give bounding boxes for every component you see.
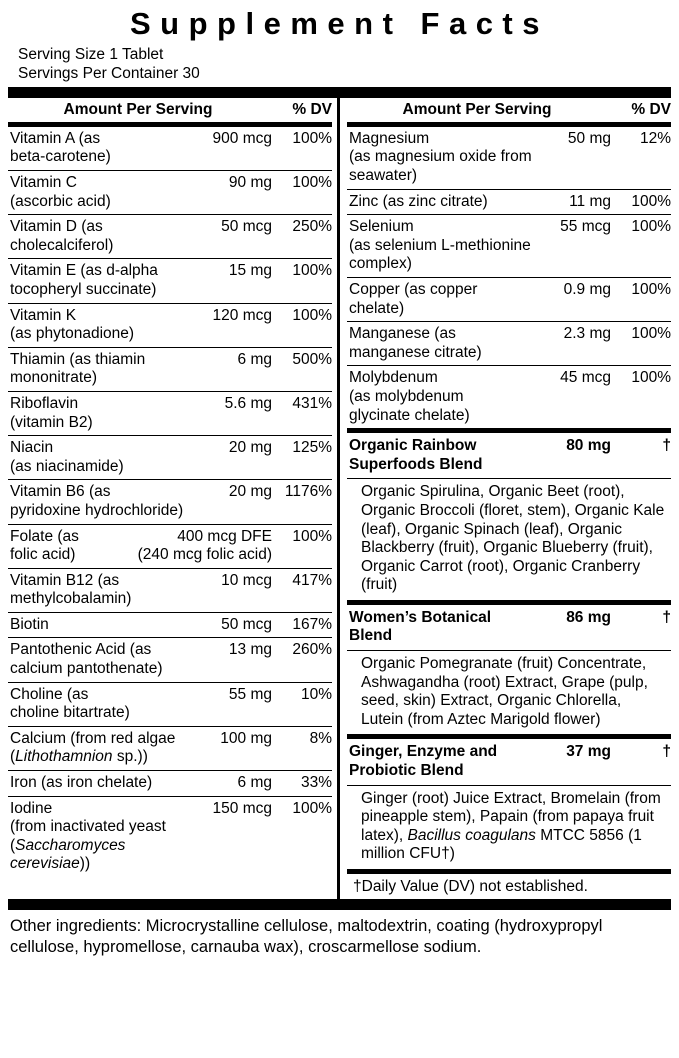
table-row [8,524,332,568]
other-ingredients: Other ingredients: Microcrystalline cellulose, maltodextrin, coating (hydroxypropyl cellulose, hypromellose, carnauba wax), croscarmellose sodium. [10,917,603,956]
nutrient-amount: 150 mcg [212,799,272,817]
nutrient-name-line1: Iron (as iron chelate) [10,774,153,792]
nutrient-dv: 100% [292,799,332,817]
nutrient-name-line2: pyridoxine hydrochloride) [10,501,184,519]
nutrient-name-line2: folic acid) [10,546,76,564]
nutrient-name-line1: Vitamin K [10,306,77,324]
nutrient-name [10,800,213,874]
nutrient-name-line1: Folate (as [10,527,79,545]
left-column-header [8,98,332,122]
nutrient-name-line1: Iodine [10,799,53,817]
nutrient-dv: 100% [292,174,332,191]
nutrient-name-line2: manganese citrate) [349,343,482,361]
nutrient-amount: 2.3 mg [563,325,611,343]
nutrient-amount: 100 mg [220,729,272,747]
nutrient-name-line2: choline bitartrate) [10,704,130,722]
table-row [8,258,332,302]
nutrient-name [10,307,213,344]
nutrient-name-line1: Molybdenum [349,369,438,387]
table-row [347,189,671,215]
nutrient-name [10,395,225,432]
nutrient-name-line1: Niacin [10,439,54,457]
nutrient-name [10,686,229,723]
nutrient-dv: 12% [639,129,671,147]
left-amount-header: Amount Per Serving [63,100,213,118]
nutrient-amount-line1: 400 mcg DFE [177,527,272,545]
nutrient-name [10,572,221,609]
nutrient-name [10,730,220,767]
table-row [8,347,332,391]
nutrient-dv: 10% [300,685,332,703]
table-row [8,612,332,638]
footnote: †Daily Value (DV) not established. [353,878,588,895]
nutrient-amount: 55 mcg [560,218,611,236]
nutrient-name-line1: Vitamin C [10,174,77,191]
nutrient-dv: 100% [631,325,671,343]
divider-thick-top [8,87,671,98]
nutrient-dv: 8% [309,729,332,747]
page-title: Supplement Facts [130,6,549,41]
left-dv-header: % DV [292,100,332,118]
serving-size: Serving Size 1 Tablet [18,46,164,63]
blend-name-line2: Probiotic Blend [349,762,464,780]
nutrient-amount: 50 mcg [221,218,272,236]
nutrient-name-line2: chelate) [349,299,405,317]
nutrient-name [10,130,213,167]
nutrient-amount: 55 mg [228,685,272,703]
table-row [8,214,332,258]
blend-name-line2: Superfoods Blend [349,455,483,473]
nutrient-name-line1: Copper (as copper [349,280,478,298]
blend-description-pre: Ginger (root) Juice Extract, Bromelain (from pineapple stem), Papain (from papaya fruit latex), [361,789,661,844]
nutrient-amount: 900 mcg [212,129,272,147]
nutrient-dv: 100% [292,527,332,545]
nutrient-dv: 100% [631,369,671,387]
nutrient-dv: 125% [292,439,332,457]
nutrient-dv: 100% [631,218,671,236]
nutrient-name-line2: beta-carotene) [10,148,111,166]
right-column [340,98,671,899]
nutrient-dv: 167% [292,615,332,633]
table-row [8,637,332,681]
nutrient-name-line2: calcium pantothenate) [10,660,163,678]
nutrient-dv: 100% [631,280,671,298]
nutrient-amount: 15 mg [228,262,272,280]
blend-dv: † [662,608,671,626]
nutrient-name [10,774,238,793]
nutrient-name-line3: glycinate chelate) [349,406,470,424]
blend-description: Organic Pomegranate (fruit) Concentrate, Ashwagandha (root) Extract, Grape (pulp, seed, skin) Extract, Organic Chlorella, Lutein (from Aztec Marigold flower) [347,650,671,734]
table-row [8,170,332,214]
nutrient-dv: 100% [631,192,671,210]
nutrient-name-line2: (from inactivated yeast [10,818,166,836]
nutrient-name-line1: Vitamin E (as d-alpha [10,262,158,280]
blend-name-line2: Blend [349,627,393,645]
blend-amount: 86 mg [566,608,611,626]
blend-name-line1: Ginger, Enzyme and [349,743,498,761]
table-row [8,435,332,479]
blend-name [349,437,566,474]
nutrient-name [349,218,560,274]
nutrient-name [349,193,569,212]
nutrient-amount: 6 mg [237,774,272,792]
nutrient-name-line1: Vitamin A (as [10,129,101,147]
nutrient-amount-line2: (240 mcg folic acid) [137,546,272,564]
table-row [347,365,671,428]
nutrient-dv: 100% [292,129,332,147]
right-column-header [347,98,671,122]
nutrient-amount: 5.6 mg [224,394,272,412]
nutrient-dv: 100% [292,262,332,280]
nutrient-name-line1: Thiamin (as thiamin [10,350,146,368]
nutrient-name [10,439,229,476]
nutrient-name-line1: Selenium [349,218,414,236]
blend-name [349,609,566,646]
nutrient-name-line2: (as niacinamide) [10,457,124,475]
blend-description-italic: Bacillus coagulans [407,826,536,844]
nutrient-dv: 431% [292,394,332,412]
nutrient-name-line1: Calcium (from red algae [10,729,176,747]
blend-dv: † [662,743,671,761]
table-row [8,682,332,726]
blend-name [349,743,566,780]
nutrient-amount: 20 mg [228,483,272,501]
nutrient-name-line2: (as phytonadione) [10,325,135,343]
right-dv-header: % DV [631,100,671,118]
nutrient-name-line1: Vitamin B6 (as [10,483,111,501]
nutrient-name [349,325,564,362]
table-row [8,127,332,170]
table-row [8,391,332,435]
nutrient-name-line2: (as selenium L-methionine complex) [349,236,531,273]
nutrient-name-line2: cholecalciferol) [10,236,114,254]
nutrient-dv: 500% [292,350,332,368]
nutrient-name-line2: methylcobalamin) [10,590,132,608]
nutrition-columns [8,98,671,899]
nutrient-name [349,369,560,425]
nutrient-name-line2: (vitamin B2) [10,413,93,431]
nutrient-amount: 50 mg [567,129,611,147]
blend-description: Organic Spirulina, Organic Beet (root), Organic Broccoli (floret, stem), Organic Kale (leaf), Organic Spinach (leaf), Organic Blackberry (fruit), Organic Blueberry (fruit), Organic Carrot (root), Organic Cranberry (fruit) [347,478,671,600]
nutrient-dv: 33% [300,774,332,792]
nutrient-amount [138,528,280,565]
nutrient-amount: 50 mcg [221,615,272,633]
nutrient-amount: 10 mcg [221,571,272,589]
blend-description [347,785,671,869]
table-row [8,568,332,612]
nutrient-name [10,641,229,678]
nutrient-name-line3: (Saccharomyces cerevisiae)) [10,836,126,873]
nutrient-name [10,262,229,299]
nutrient-name-line1: Magnesium [349,129,430,147]
nutrient-amount: 90 mg [228,174,272,191]
nutrient-amount: 20 mg [228,439,272,457]
nutrient-name-line1: Manganese (as [349,325,456,343]
nutrient-name-line1: Vitamin B12 (as [10,571,120,589]
nutrient-name-line1: Vitamin D (as [10,218,103,236]
table-row [347,321,671,365]
nutrient-dv: 1176% [284,483,332,501]
nutrient-name-line2: tocopheryl succinate) [10,280,157,298]
table-row [347,127,671,189]
table-row [8,796,332,877]
blend-name-line1: Women’s Botanical [349,608,492,626]
nutrient-name-line2: mononitrate) [10,369,98,387]
blend-amount: 80 mg [566,437,611,455]
blend-header [347,739,671,784]
nutrient-amount: 0.9 mg [563,280,611,298]
nutrient-name [10,528,138,565]
nutrient-name-line2: (Lithothamnion sp.)) [10,748,148,766]
nutrient-amount: 11 mg [569,192,611,210]
servings-per-container: Servings Per Container 30 [18,64,200,82]
nutrient-amount: 13 mg [228,641,272,659]
divider-thick-bottom [8,899,671,910]
nutrient-name-line1: Zinc (as zinc citrate) [349,192,488,210]
nutrient-amount: 120 mcg [212,306,272,324]
table-row [8,770,332,796]
left-column [8,98,340,899]
nutrient-name-line1: Choline (as [10,685,89,703]
table-row [8,303,332,347]
nutrient-name [10,218,221,255]
nutrient-name [10,616,221,635]
nutrient-name [10,483,229,520]
nutrient-name [10,351,238,388]
nutrient-name-line1: Pantothenic Acid (as [10,641,152,659]
nutrient-name [349,281,564,318]
table-row [347,277,671,321]
nutrient-name-line1: Riboflavin [10,394,79,412]
blend-name-line1: Organic Rainbow [349,437,477,455]
serving-info [8,44,671,87]
nutrient-amount: 45 mcg [560,369,611,387]
table-row [347,214,671,277]
table-row [8,726,332,770]
table-row [8,479,332,523]
nutrient-dv: 260% [292,641,332,659]
nutrient-amount: 6 mg [237,350,272,368]
blend-amount: 37 mg [566,743,611,761]
nutrient-name-line2: (as molybdenum [349,387,464,405]
nutrient-name-line2: (as magnesium oxide from seawater) [349,148,532,184]
nutrient-dv: 417% [292,571,332,589]
nutrient-name-line2: (ascorbic acid) [10,192,111,210]
nutrient-name [10,174,229,211]
nutrient-dv: 250% [292,218,332,236]
blend-description-post: MTCC 5856 (1 million CFU†) [361,826,642,863]
nutrient-name-line1: Biotin [10,615,49,633]
nutrient-name [349,130,568,186]
blend-header [347,605,671,650]
blend-dv: † [662,437,671,455]
nutrient-dv: 100% [292,306,332,324]
blend-header [347,433,671,478]
right-amount-header: Amount Per Serving [402,100,552,118]
